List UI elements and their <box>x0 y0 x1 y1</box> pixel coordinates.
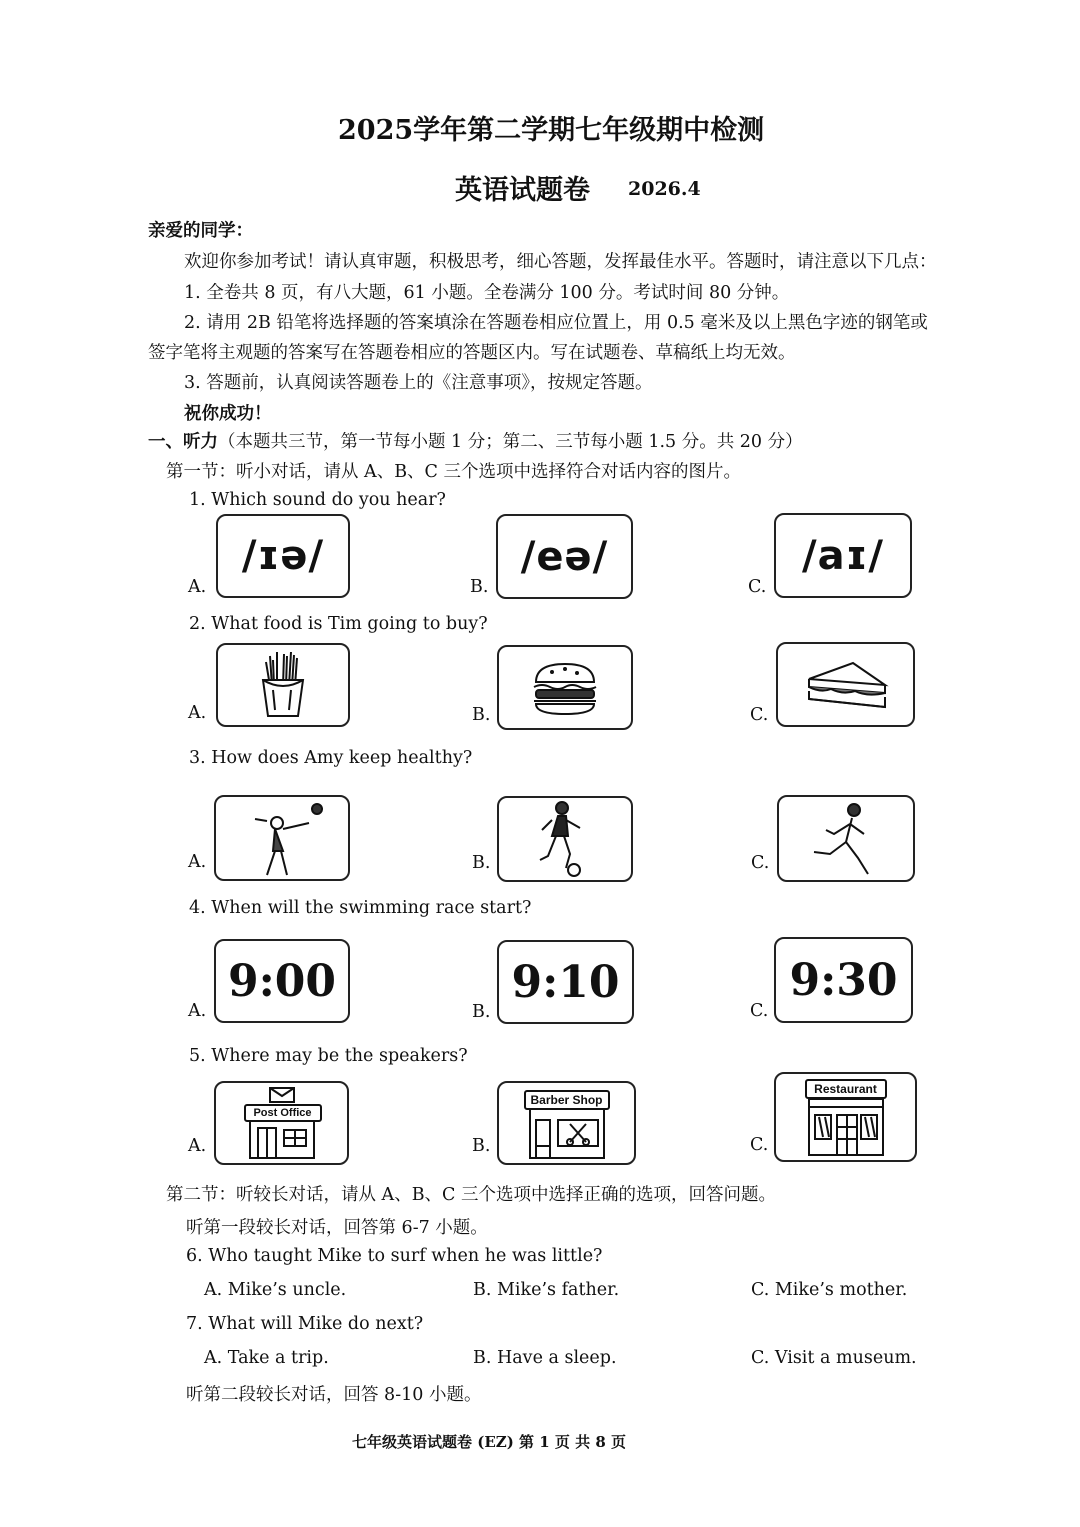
football-player-icon <box>530 800 600 878</box>
part1-instruction: 第一节：听小对话，请从 A、B、C 三个选项中选择符合对话内容的图片。 <box>166 462 742 482</box>
part2-instruction: 第二节：听较长对话，请从 A、B、C 三个选项中选择正确的选项，回答问题。 <box>166 1185 777 1205</box>
q3-letter-c: C. <box>751 853 770 873</box>
q4-time-b: 9:10 <box>511 956 620 1008</box>
q6-text: 6. Who taught Mike to surf when he was little? <box>186 1246 603 1266</box>
q1-letter-b: B. <box>470 577 489 597</box>
q1-phonetic-a: /ɪə/ <box>241 533 325 579</box>
q4-letter-c: C. <box>750 1001 769 1021</box>
q3-letter-a: A. <box>188 852 207 872</box>
section1-title: 一、听力 <box>148 432 218 452</box>
post-office-sign: Post Office <box>244 1104 322 1122</box>
section1-heading <box>148 428 803 453</box>
q1-letter-c: C. <box>748 577 767 597</box>
q4-time-c: 9:30 <box>789 954 898 1006</box>
q2-option-a[interactable] <box>216 643 350 727</box>
hamburger-icon <box>530 660 600 716</box>
q7-option-c[interactable]: C. Visit a museum. <box>751 1348 917 1368</box>
q2-letter-a: A. <box>188 703 207 723</box>
wish-text: 祝你成功！ <box>184 404 272 424</box>
q6-option-a[interactable]: A. Mike’s uncle. <box>204 1280 347 1300</box>
q1-letter-a: A. <box>188 577 207 597</box>
volleyball-player-icon <box>227 799 337 877</box>
q5-letter-b: B. <box>472 1136 491 1156</box>
page-footer: 七年级英语试题卷 (EZ) 第 1 页 共 8 页 <box>352 1433 627 1451</box>
q3-option-b[interactable] <box>497 796 633 882</box>
q5-option-c[interactable] <box>774 1072 917 1162</box>
q5-letter-c: C. <box>750 1135 769 1155</box>
note-1: 1. 全卷共 8 页，有八大题，61 小题。全卷满分 100 分。考试时间 80 分钟。 <box>184 283 790 303</box>
q3-option-c[interactable] <box>777 795 915 882</box>
q2-letter-b: B. <box>472 705 491 725</box>
q3-option-a[interactable] <box>214 795 350 881</box>
q7-option-a[interactable]: A. Take a trip. <box>204 1348 329 1368</box>
dialog2-instruction: 听第二段较长对话，回答 8-10 小题。 <box>186 1385 482 1405</box>
greeting: 亲爱的同学： <box>148 221 253 241</box>
note-3: 3. 答题前，认真阅读答题卷上的《注意事项》，按规定答题。 <box>184 373 653 393</box>
q2-letter-c: C. <box>750 705 769 725</box>
q4-text: 4. When will the swimming race start? <box>189 898 532 918</box>
q3-letter-b: B. <box>472 853 491 873</box>
q5-option-b[interactable] <box>497 1081 636 1165</box>
q5-letter-a: A. <box>188 1136 207 1156</box>
restaurant-sign: Restaurant <box>805 1079 887 1099</box>
section1-note: （本题共三节，第一节每小题 1 分；第二、三节每小题 1.5 分。共 20 分） <box>218 432 803 452</box>
q6-option-c[interactable]: C. Mike’s mother. <box>751 1280 908 1300</box>
restaurant-building-icon <box>801 1077 891 1157</box>
q5-text: 5. Where may be the speakers? <box>189 1046 468 1066</box>
q1-text: 1. Which sound do you hear? <box>189 490 446 510</box>
q1-option-b[interactable] <box>496 514 633 599</box>
q7-text: 7. What will Mike do next? <box>186 1314 424 1334</box>
q1-phonetic-c: /aɪ/ <box>801 532 885 579</box>
note-2-line-2: 签字笔将主观题的答案写在答题卷相应的答题区内。写在试题卷、草稿纸上均无效。 <box>148 343 796 363</box>
q1-option-a[interactable] <box>216 514 350 598</box>
french-fries-icon <box>253 650 313 720</box>
exam-subtitle: 英语试题卷 <box>455 175 590 206</box>
q4-option-c[interactable] <box>774 937 913 1023</box>
barber-shop-building-icon <box>522 1086 612 1160</box>
q4-option-b[interactable] <box>497 940 634 1024</box>
welcome-text: 欢迎你参加考试！请认真审题，积极思考，细心答题，发挥最佳水平。答题时，请注意以下几点： <box>184 252 937 272</box>
runner-icon <box>806 800 886 878</box>
q1-option-c[interactable] <box>774 513 912 598</box>
barber-shop-sign: Barber Shop <box>524 1090 610 1110</box>
q2-text: 2. What food is Tim going to buy? <box>189 614 488 634</box>
q5-option-a[interactable] <box>214 1081 349 1165</box>
post-office-building-icon <box>240 1086 324 1160</box>
q4-letter-a: A. <box>188 1001 207 1021</box>
q6-option-b[interactable]: B. Mike’s father. <box>473 1280 620 1300</box>
q2-option-b[interactable] <box>497 645 633 730</box>
q1-phonetic-b: /eə/ <box>520 533 609 580</box>
q2-option-c[interactable] <box>776 642 915 727</box>
note-2-line-1: 2. 请用 2B 铅笔将选择题的答案填涂在答题卷相应位置上，用 0.5 毫米及以上黑色字迹的钢笔或 <box>184 313 928 333</box>
sandwich-icon <box>801 657 891 713</box>
exam-date: 2026.4 <box>628 178 701 200</box>
q7-option-b[interactable]: B. Have a sleep. <box>473 1348 617 1368</box>
q4-time-a: 9:00 <box>227 955 337 1007</box>
q4-option-a[interactable] <box>214 939 350 1023</box>
q4-letter-b: B. <box>472 1002 491 1022</box>
exam-title: 2025学年第二学期七年级期中检测 <box>338 115 765 146</box>
dialog1-instruction: 听第一段较长对话，回答第 6-7 小题。 <box>186 1218 488 1238</box>
q3-text: 3. How does Amy keep healthy? <box>189 748 473 768</box>
